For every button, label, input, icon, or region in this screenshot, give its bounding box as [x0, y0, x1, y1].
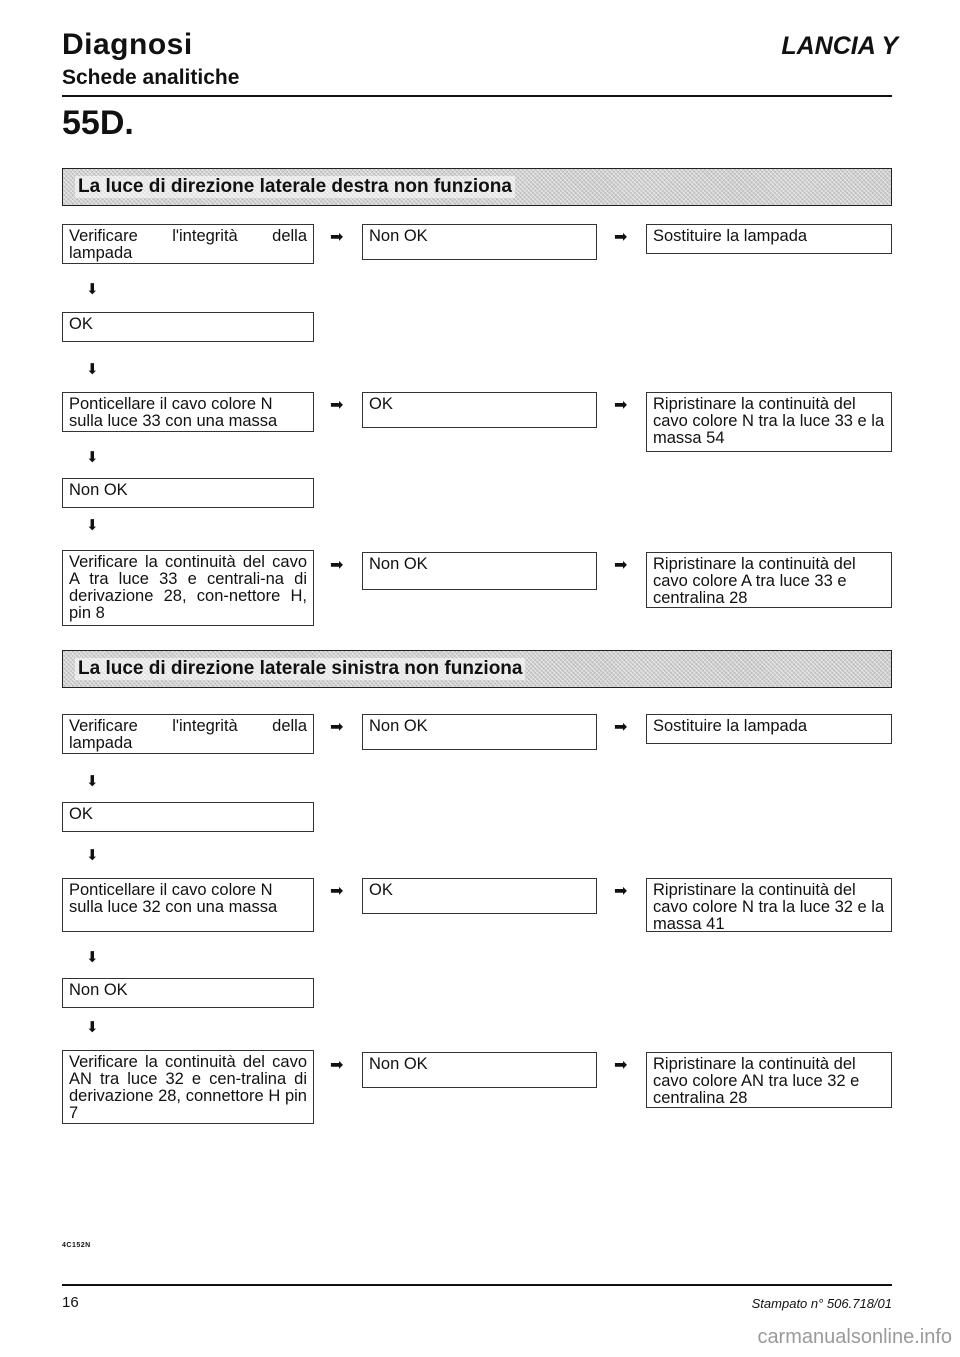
result-box: Non OK: [362, 714, 597, 750]
brand-label: LANCIA Y: [781, 32, 898, 60]
arrow-down-icon: ⬇: [86, 949, 99, 966]
step-check-continuity: Verificare la continuità del cavo AN tra luce 32 e cen-tralina di derivazione 28, connettore H pin 7: [62, 1050, 314, 1124]
result-box: Non OK: [362, 224, 597, 260]
arrow-right-icon: ➡: [614, 557, 628, 574]
arrow-right-icon: ➡: [330, 883, 344, 900]
arrow-right-icon: ➡: [614, 229, 628, 246]
print-reference: Stampato n° 506.718/01: [751, 1296, 892, 1311]
arrow-right-icon: ➡: [614, 397, 628, 414]
arrow-right-icon: ➡: [330, 557, 344, 574]
arrow-right-icon: ➡: [330, 397, 344, 414]
ok-box: OK: [62, 802, 314, 832]
section-code: 55D.: [62, 104, 134, 142]
action-box: Ripristinare la continuità del cavo colore N tra la luce 33 e la massa 54: [646, 392, 892, 452]
banner-title: La luce di direzione laterale sinistra non funziona: [75, 658, 525, 680]
arrow-right-icon: ➡: [330, 719, 344, 736]
arrow-down-icon: ⬇: [86, 281, 99, 298]
header-divider: [62, 95, 892, 97]
action-box: Ripristinare la continuità del cavo colore AN tra luce 32 e centralina 28: [646, 1052, 892, 1108]
arrow-right-icon: ➡: [330, 229, 344, 246]
arrow-down-icon: ⬇: [86, 847, 99, 864]
not-ok-box: Non OK: [62, 478, 314, 508]
page-number: 16: [62, 1294, 79, 1311]
footer-divider: [62, 1284, 892, 1286]
arrow-down-icon: ⬇: [86, 517, 99, 534]
step-check-continuity: Verificare la continuità del cavo A tra luce 33 e centrali-na di derivazione 28, con-nettore H, pin 8: [62, 550, 314, 626]
page-subtitle: Schede analitiche: [62, 66, 240, 89]
not-ok-box: Non OK: [62, 978, 314, 1008]
result-box: OK: [362, 392, 597, 428]
action-box: Ripristinare la continuità del cavo colore A tra luce 33 e centralina 28: [646, 552, 892, 608]
banner-title: La luce di direzione laterale destra non funziona: [75, 176, 515, 198]
action-box: Ripristinare la continuità del cavo colore N tra la luce 32 e la massa 41: [646, 878, 892, 932]
action-box: Sostituire la lampada: [646, 224, 892, 254]
step-check-lamp: Verificare l'integrità della lampada: [62, 714, 314, 754]
step-bridge-wire: Ponticellare il cavo colore N sulla luce 32 con una massa: [62, 878, 314, 932]
arrow-right-icon: ➡: [614, 883, 628, 900]
action-box: Sostituire la lampada: [646, 714, 892, 744]
result-box: Non OK: [362, 1052, 597, 1088]
arrow-down-icon: ⬇: [86, 1019, 99, 1036]
arrow-down-icon: ⬇: [86, 449, 99, 466]
site-watermark: carmanualsonline.info: [757, 1326, 952, 1348]
arrow-down-icon: ⬇: [86, 361, 99, 378]
result-box: Non OK: [362, 552, 597, 590]
arrow-right-icon: ➡: [614, 1057, 628, 1074]
section-banner-right: [62, 168, 892, 206]
figure-code: 4C152N: [62, 1242, 91, 1249]
ok-box: OK: [62, 312, 314, 342]
step-bridge-wire: Ponticellare il cavo colore N sulla luce 33 con una massa: [62, 392, 314, 432]
arrow-right-icon: ➡: [330, 1057, 344, 1074]
page-title: Diagnosi: [62, 28, 193, 61]
arrow-right-icon: ➡: [614, 719, 628, 736]
section-banner-left: [62, 650, 892, 688]
result-box: OK: [362, 878, 597, 914]
arrow-down-icon: ⬇: [86, 773, 99, 790]
step-check-lamp: Verificare l'integrità della lampada: [62, 224, 314, 264]
